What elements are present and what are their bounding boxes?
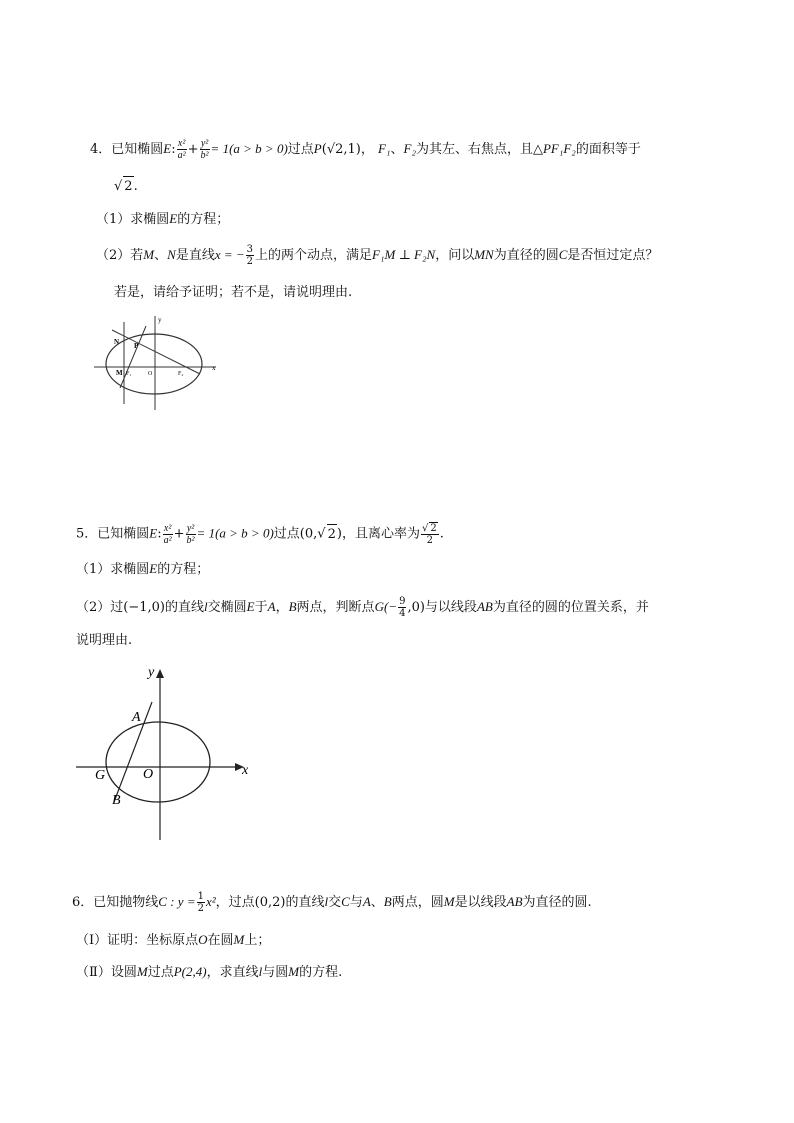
numerator: 1 bbox=[197, 891, 204, 902]
symbol-F2: F₂ bbox=[403, 141, 416, 156]
problem-5-line1: 5．已知椭圆E: $\frac{\text{x²}}{\text{a²}}$ + $\frac{\text{y²}}{\text{b²}}$ = 1(a > b > 0)过点(0,√ 2)，且离心率为 $\frac{√ 2}{2}$ . bbox=[76, 522, 444, 546]
fraction-1-2 bbox=[197, 891, 205, 914]
denominator: a² bbox=[163, 534, 172, 546]
symbol-M: M bbox=[233, 932, 245, 947]
fraction-sqrt2-2: $\frac{√ 2}{2}$ bbox=[421, 523, 437, 546]
text: 与以线段 bbox=[424, 600, 477, 615]
text: 交椭圆 bbox=[207, 600, 247, 615]
fraction-3-2 bbox=[246, 244, 254, 267]
problem-4-line1: 4．已知椭圆E: $\frac{\text{x²}}{\text{a²}}$ + $\frac{\text{y²}}{\text{b²}}$ = 1(a > b > 0)过点P(√2,1)， F₁、F₂为其左、右焦点，且△PF₁F₂的面积等于 bbox=[90, 138, 641, 161]
symbol-M: M bbox=[443, 894, 455, 909]
symbol-E: E bbox=[149, 525, 158, 541]
text: 为直径的圆的位置关系，并 bbox=[492, 600, 649, 615]
symbol-C: C bbox=[558, 247, 568, 262]
symbol-l: l bbox=[258, 964, 263, 979]
y-axis-arrow bbox=[156, 669, 164, 678]
symbol-A: A bbox=[267, 599, 276, 614]
text: ，问以 bbox=[435, 248, 475, 263]
text: 、 bbox=[154, 248, 168, 263]
text: 是否恒过定点？ bbox=[567, 248, 659, 263]
symbol-M: M bbox=[143, 247, 155, 262]
fig2-label-x: x bbox=[242, 763, 249, 778]
text: ，求直线 bbox=[206, 965, 259, 980]
point-G: ,0) bbox=[407, 600, 425, 615]
fig1-label-F2: F₂ bbox=[178, 371, 184, 377]
text: 与圆 bbox=[262, 965, 289, 980]
symbol-O: O bbox=[198, 932, 208, 947]
text: 是以线段 bbox=[454, 895, 507, 910]
point-P: (√2,1) bbox=[321, 142, 361, 157]
triangle-name: PF₁F₂ bbox=[542, 141, 576, 156]
text: 于 bbox=[254, 600, 268, 615]
numerator: x² bbox=[177, 138, 186, 149]
text: 在圆 bbox=[207, 933, 234, 948]
text: 过点 bbox=[273, 526, 300, 542]
problem-6-part1 bbox=[76, 930, 270, 951]
text: 上的两个动点，满足 bbox=[255, 248, 373, 263]
segment-AB: AB bbox=[506, 894, 523, 909]
symbol-A: A bbox=[362, 894, 371, 909]
denominator: b² bbox=[186, 534, 195, 546]
point-P: P(2,4) bbox=[173, 964, 207, 979]
fraction-x2-a2 bbox=[177, 138, 187, 161]
text: . bbox=[439, 526, 444, 542]
sqrt-radicand: 2 bbox=[123, 176, 133, 197]
symbol-F1: F₁ bbox=[378, 141, 391, 156]
fig1-label-y: y bbox=[158, 316, 162, 324]
figure-ellipse-2 bbox=[72, 660, 256, 844]
text: 的方程； bbox=[177, 212, 230, 227]
text: （2）若 bbox=[96, 248, 144, 263]
problem-4-part1 bbox=[96, 209, 229, 230]
text: 已知抛物线 bbox=[93, 895, 159, 910]
numerator: y² bbox=[186, 522, 195, 534]
point-text: ) bbox=[336, 526, 342, 542]
sqrt-radicand: 2 bbox=[327, 524, 337, 545]
fraction-9-4 bbox=[398, 596, 406, 619]
segment-MN: MN bbox=[474, 247, 494, 262]
text: （Ⅱ）设圆 bbox=[76, 965, 137, 980]
text: 的面积等于 bbox=[575, 142, 641, 157]
numerator: 3 bbox=[246, 244, 254, 255]
fig1-label-N: N bbox=[114, 338, 120, 346]
denominator: 2 bbox=[197, 903, 204, 914]
text: 的直线 bbox=[285, 895, 325, 910]
numerator: y² bbox=[200, 138, 209, 149]
fig2-label-B: B bbox=[112, 793, 121, 808]
problem-5-part2-line2 bbox=[76, 631, 132, 651]
problem-6-part2 bbox=[76, 962, 342, 983]
problem-number: 6． bbox=[72, 895, 94, 910]
text: （2）过 bbox=[76, 600, 124, 615]
symbol-C: C bbox=[341, 894, 350, 909]
problem-5-part1 bbox=[76, 559, 209, 580]
symbol-B: B bbox=[383, 894, 392, 909]
figure-ellipse-1 bbox=[88, 312, 220, 412]
parabola-lhs: C : y = bbox=[158, 894, 196, 909]
text: 的直线 bbox=[165, 600, 205, 615]
numerator: x² bbox=[163, 522, 172, 534]
text: 是直线 bbox=[175, 248, 215, 263]
text: 的方程； bbox=[157, 562, 210, 577]
fraction-y2-b2 bbox=[200, 138, 210, 161]
denominator: a² bbox=[177, 150, 186, 161]
symbol-l: l bbox=[324, 894, 329, 909]
text: 已知椭圆 bbox=[111, 142, 164, 157]
point-text: (0, bbox=[299, 526, 318, 542]
text: 为其左、右焦点，且△ bbox=[415, 142, 543, 157]
point-G: G(− bbox=[374, 599, 398, 614]
fig1-label-P: P bbox=[134, 342, 139, 350]
text: 两点，判断点 bbox=[296, 600, 375, 615]
point-text: (0,2) bbox=[254, 895, 286, 910]
symbol-B: B bbox=[288, 599, 297, 614]
fraction-y2-b2 bbox=[186, 523, 196, 546]
problem-4-part2-line2 bbox=[114, 283, 352, 303]
ellipse-condition: = 1(a > b > 0) bbox=[210, 141, 288, 156]
fig2-label-A: A bbox=[132, 710, 141, 725]
problem-4-line2: √ 2. bbox=[114, 176, 138, 197]
problem-5-part2 bbox=[76, 596, 649, 619]
fig1-label-O: O bbox=[148, 371, 153, 377]
problem-6-line1 bbox=[72, 891, 592, 914]
text: 与 bbox=[349, 895, 363, 910]
sqrt-radicand: 2 bbox=[430, 523, 437, 534]
numerator: 9 bbox=[399, 596, 406, 607]
symbol-P: P bbox=[313, 141, 322, 156]
text: 的方程. bbox=[299, 965, 343, 980]
fig1-label-x: x bbox=[212, 364, 216, 372]
text: ， bbox=[275, 600, 289, 615]
text: 若是，请给予证明；若不是，请说明理由. bbox=[114, 285, 353, 300]
ellipse-curve bbox=[106, 722, 210, 802]
denominator: 2 bbox=[246, 256, 254, 267]
symbol-E: E bbox=[163, 141, 172, 156]
text: . bbox=[133, 179, 138, 194]
text: （1）求椭圆 bbox=[96, 212, 170, 227]
text: ， bbox=[360, 142, 374, 157]
text: 、 bbox=[370, 895, 384, 910]
symbol-M: M bbox=[136, 964, 148, 979]
text: 过点 bbox=[147, 965, 174, 980]
perpendicular-condition: F₁M ⊥ F₂N bbox=[372, 247, 436, 262]
text: 已知椭圆 bbox=[97, 526, 150, 542]
text: 、 bbox=[390, 142, 404, 157]
fig1-label-F1: F₁ bbox=[126, 371, 132, 377]
point-text: (−1,0) bbox=[123, 600, 165, 615]
text: ，且离心率为 bbox=[341, 526, 420, 542]
text: 过点 bbox=[287, 142, 314, 157]
symbol-N: N bbox=[167, 247, 176, 262]
text: 上； bbox=[244, 933, 271, 948]
parabola-rhs: x² bbox=[205, 894, 216, 909]
fig2-label-G: G bbox=[95, 768, 106, 783]
problem-number: 4． bbox=[90, 142, 112, 157]
ellipse-condition: = 1(a > b > 0) bbox=[196, 525, 274, 541]
text: 两点，圆 bbox=[391, 895, 444, 910]
symbol-E: E bbox=[169, 211, 178, 226]
text: 为直径的圆. bbox=[522, 895, 592, 910]
fig1-label-M: M bbox=[116, 369, 123, 377]
text: 说明理由. bbox=[76, 633, 133, 648]
text: （Ⅰ）证明：坐标原点 bbox=[76, 933, 199, 948]
problem-4-part2 bbox=[96, 244, 658, 267]
symbol-E: E bbox=[246, 599, 255, 614]
symbol-l: l bbox=[204, 599, 208, 614]
denominator: b² bbox=[200, 150, 209, 161]
fraction-x2-a2 bbox=[163, 523, 173, 546]
denominator: 4 bbox=[399, 608, 406, 619]
problem-number: 5． bbox=[76, 526, 98, 542]
text: ，过点 bbox=[215, 895, 255, 910]
text: 交 bbox=[328, 895, 342, 910]
fig2-label-y: y bbox=[148, 665, 155, 680]
line-equation: x = − bbox=[214, 247, 245, 262]
ellipse-curve bbox=[106, 334, 202, 394]
symbol-M: M bbox=[288, 964, 300, 979]
segment-AB: AB bbox=[476, 599, 493, 614]
denominator: 2 bbox=[426, 535, 434, 546]
text: 为直径的圆 bbox=[493, 248, 559, 263]
text: （1）求椭圆 bbox=[76, 562, 150, 577]
fig2-label-O: O bbox=[143, 767, 154, 782]
symbol-E: E bbox=[149, 561, 158, 576]
